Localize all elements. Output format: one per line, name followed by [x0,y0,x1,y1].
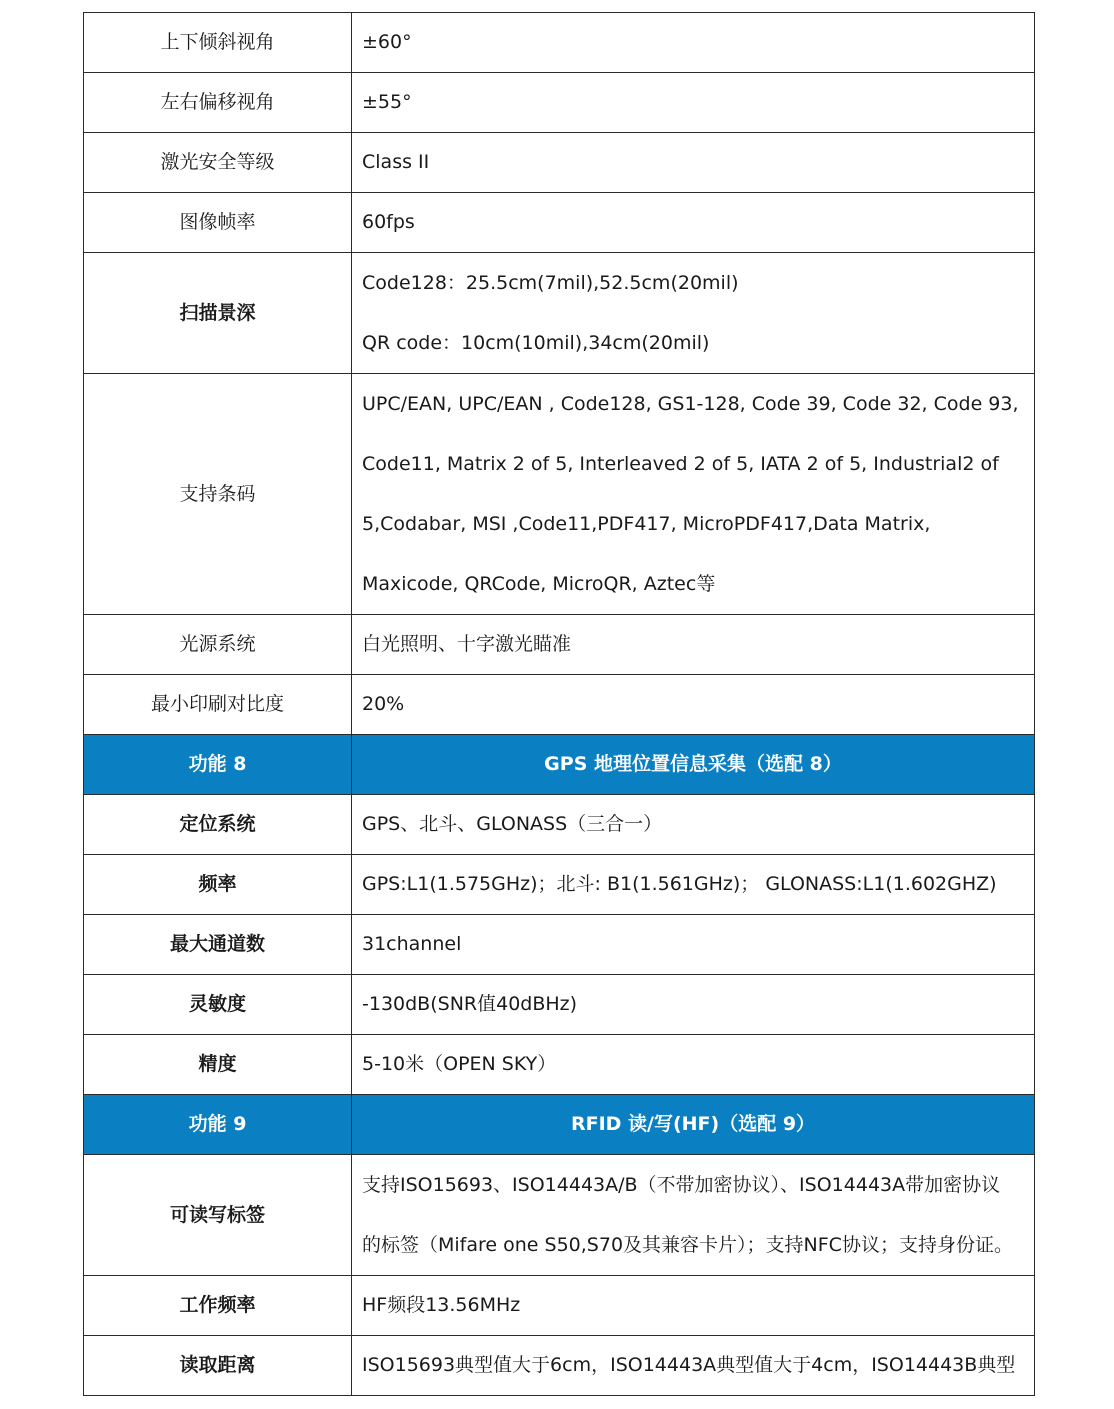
row-value: 31channel [352,915,1035,975]
row-value: -130dB(SNR值40dBHz) [352,975,1035,1035]
table-row [84,675,1035,735]
value-line: QR code：10cm(10mil),34cm(20mil) [362,332,710,354]
feature-title: RFID 读/写(HF)（选配 9） [352,1095,1035,1155]
table-row [84,193,1035,253]
row-label: 定位系统 [84,795,352,855]
row-value: 白光照明、十字激光瞄准 [352,615,1035,675]
feature-label: 功能 9 [84,1095,352,1155]
row-label: 激光安全等级 [84,133,352,193]
table-row [84,133,1035,193]
value-line: 支持ISO15693、ISO14443A/B（不带加密协议）、ISO14443A带加密协议 [362,1174,1001,1196]
row-label: 可读写标签 [84,1155,352,1276]
table-row [84,253,1035,374]
table-row [84,1276,1035,1336]
value-line: UPC/EAN, UPC/EAN , Code128, GS1-128, Code 39, Code 32, Code 93, [362,393,1019,415]
feature-title: GPS 地理位置信息采集（选配 8） [352,735,1035,795]
row-label: 灵敏度 [84,975,352,1035]
table-row [84,615,1035,675]
row-label: 最小印刷对比度 [84,675,352,735]
spec-table [83,12,1035,1396]
row-value: ISO15693典型值大于6cm，ISO14443A典型值大于4cm，ISO14443B典型 [352,1336,1035,1396]
table-row [84,73,1035,133]
feature-label: 功能 8 [84,735,352,795]
row-value: HF频段13.56MHz [352,1276,1035,1336]
row-value: 20% [352,675,1035,735]
table-row [84,795,1035,855]
row-label: 最大通道数 [84,915,352,975]
value-line: Code128：25.5cm(7mil),52.5cm(20mil) [362,272,739,294]
row-label: 左右偏移视角 [84,73,352,133]
row-value: Class II [352,133,1035,193]
row-value: GPS:L1(1.575GHz)；北斗: B1(1.561GHz)； GLONASS:L1(1.602GHZ) [352,855,1035,915]
row-value: ±60° [352,13,1035,73]
row-value [352,1155,1035,1276]
row-label: 图像帧率 [84,193,352,253]
row-value: 60fps [352,193,1035,253]
row-value [352,253,1035,374]
table-row [84,915,1035,975]
row-label: 频率 [84,855,352,915]
value-line: 5,Codabar, MSI ,Code11,PDF417, MicroPDF417,Data Matrix, [362,513,931,535]
value-line: Maxicode, QRCode, MicroQR, Aztec等 [362,573,716,595]
section-header-feature-8 [84,735,1035,795]
table-row [84,374,1035,615]
value-line: Code11, Matrix 2 of 5, Interleaved 2 of 5, IATA 2 of 5, Industrial2 of [362,453,999,475]
row-label: 支持条码 [84,374,352,615]
row-label: 工作频率 [84,1276,352,1336]
table-row [84,13,1035,73]
table-row [84,855,1035,915]
table-row [84,975,1035,1035]
row-value: ±55° [352,73,1035,133]
table-row [84,1155,1035,1276]
row-label: 精度 [84,1035,352,1095]
row-value [352,374,1035,615]
row-label: 扫描景深 [84,253,352,374]
table-row [84,1336,1035,1396]
value-line: 的标签（Mifare one S50,S70及其兼容卡片）；支持NFC协议；支持身份证。 [362,1234,1013,1256]
row-label: 上下倾斜视角 [84,13,352,73]
row-label: 读取距离 [84,1336,352,1396]
section-header-feature-9 [84,1095,1035,1155]
table-row [84,1035,1035,1095]
row-value: GPS、北斗、GLONASS（三合一） [352,795,1035,855]
row-value: 5-10米（OPEN SKY） [352,1035,1035,1095]
row-label: 光源系统 [84,615,352,675]
